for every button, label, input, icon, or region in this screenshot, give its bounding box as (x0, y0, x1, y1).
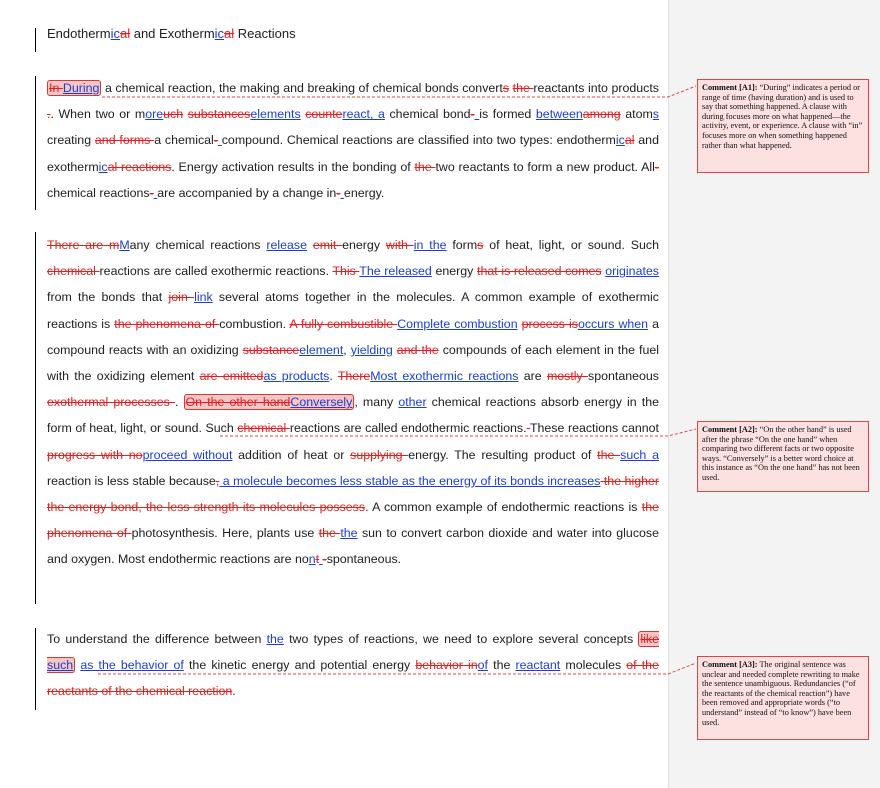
deleted-text: uch (163, 107, 184, 122)
text-run: atom (620, 107, 653, 122)
deleted-text: that is released comes (477, 264, 602, 279)
deleted-text: among (582, 107, 621, 122)
inserted-text: between (535, 107, 583, 122)
text-run: These reactions cannot (529, 421, 660, 436)
deleted-text: substance (242, 342, 300, 357)
deleted-text: - (213, 133, 218, 148)
inserted-text: ic (110, 26, 120, 41)
inserted-text: other (398, 395, 427, 410)
text-run: . When two or m (50, 107, 146, 122)
text-run: molecules (560, 658, 627, 673)
inserted-text: Most exothermic reactions (370, 369, 519, 384)
text-run: reactants into products (533, 81, 660, 95)
deleted-text: A fully combustible (289, 316, 398, 331)
text-run: reactions are called endothermic reactions. (289, 421, 527, 436)
text-run: , (343, 342, 351, 357)
comment-label: Comment [A1]: (702, 83, 758, 92)
text-run: compounds of each element in the fuel with the oxidizing element (47, 342, 659, 384)
inserted-text: M (119, 238, 130, 252)
inserted-text: The released (359, 264, 432, 279)
deleted-text: - (470, 107, 475, 122)
inserted-text: such a (620, 447, 659, 462)
deleted-text: the phenomena of (114, 316, 220, 331)
change-bar (35, 232, 36, 604)
inserted-text: the (266, 632, 284, 646)
inserted-text: element (299, 342, 344, 357)
text-run: are accompanied by a change in (157, 185, 337, 200)
inserted-text: in the (413, 238, 447, 252)
inserted-text: s (652, 107, 659, 122)
text-run: combustion. (219, 316, 290, 331)
deleted-text: There (337, 369, 371, 384)
change-bar (35, 28, 36, 52)
deleted-text: like (640, 632, 660, 646)
text-run: the kinetic energy and potential energy (183, 658, 416, 673)
change-bar (35, 76, 36, 210)
comment-a2[interactable] (697, 421, 869, 492)
inserted-text: ore (145, 107, 164, 122)
text-run: any chemical reactions (129, 238, 267, 252)
deleted-text: the (597, 447, 621, 462)
text-run: . (174, 395, 184, 410)
deleted-text: behavior in (415, 658, 478, 673)
deleted-text: the (318, 526, 341, 541)
inserted-text: as products (263, 369, 330, 384)
comment-text: “During” indicates a period or range of time (having duration) and is used to say that something happened. A clause with during focuses more on what happened—the activity, event, or experience. A clause with “in” focuses more on when something happened rather than what happened. (702, 83, 863, 150)
deleted-text: the (414, 159, 436, 174)
text-run: and Exotherm (130, 26, 215, 41)
deleted-text: mostly (546, 369, 589, 384)
deleted-text: are emitted (199, 369, 264, 384)
text-run: a chemical (154, 133, 214, 148)
inserted-text: elements (250, 107, 301, 122)
inserted-text: a molecule becomes less stable as the energy of its bonds increases (219, 473, 601, 488)
deleted-text: the higher the energy bond, the less strength its molecules possess (47, 473, 659, 515)
text-run: . A common example of endothermic reactions is (365, 500, 642, 515)
change-bar (35, 628, 36, 710)
deleted-text: al (224, 26, 235, 41)
deleted-text: substances (187, 107, 251, 122)
deleted-text: t (315, 552, 320, 567)
deleted-text: - (322, 552, 327, 567)
deleted-text: of the reactants of the chemical reaction (47, 658, 659, 699)
text-run: a chemical reaction, the making and breaking of chemical bonds convert (101, 81, 503, 95)
deleted-text: On the other hand (185, 395, 291, 410)
text-run: chemical bond (384, 107, 471, 122)
text-run: from the bonds that (47, 290, 169, 305)
inserted-text: proceed without (142, 447, 233, 462)
text-run: two reactants to form a new product. All (435, 159, 655, 174)
inserted-text: ic (98, 159, 108, 174)
deleted-text: chemical (47, 264, 100, 279)
text-run: chemical reactions (47, 185, 150, 200)
inserted-text: originates (605, 264, 659, 279)
comment-a1[interactable] (697, 79, 869, 173)
deleted-text: and the (396, 342, 439, 357)
inserted-text: ic (214, 26, 225, 41)
text-run: chemical reactions absorb energy in the form of heat, light, or sound. Such (47, 395, 659, 436)
deleted-text: process is (521, 316, 578, 331)
paragraph-1 (47, 75, 659, 206)
deleted-text: There are m (47, 238, 120, 252)
deleted-text: - (149, 185, 154, 200)
deleted-text: s (477, 238, 484, 252)
text-run: Endotherm (47, 26, 111, 41)
comment-text: “On the other hand” is used after the phrase “On the one hand” when comparing two different facts or two opposite ways. “Conversely” is a better word choice at this instance as “On the one hand” has not been used. (702, 425, 860, 482)
inserted-text: occurs when (577, 316, 649, 331)
document-title (47, 26, 296, 41)
inserted-text: of (477, 658, 488, 673)
text-run: the (488, 658, 516, 673)
inserted-text: the (340, 526, 358, 541)
inserted-text: Complete combustion (397, 316, 518, 331)
deleted-text: emit (312, 238, 343, 252)
deleted-text: This (332, 264, 360, 279)
inserted-text: Conversely (290, 395, 353, 410)
deleted-text: progress with no (47, 447, 143, 462)
inserted-text: link (194, 290, 213, 305)
text-run: energy (342, 238, 386, 252)
text-run: are (518, 369, 547, 384)
text-run: energy. The resulting product of (408, 447, 598, 462)
deleted-text: s (502, 81, 510, 95)
deleted-text: and forms (94, 133, 155, 148)
comment-label: Comment [A2]: (702, 425, 758, 434)
inserted-text: release (266, 238, 307, 252)
deleted-text: with (385, 238, 414, 252)
text-run: and exotherm (47, 133, 659, 174)
text-run: several atoms together in the molecules. A common example of exothermic reactions is (47, 290, 659, 331)
deleted-text: al (119, 26, 131, 41)
deleted-text: In (49, 81, 63, 95)
deleted-text: exothermal processes (47, 395, 175, 410)
text-run: photosynthesis. Here, plants use (131, 526, 319, 541)
deleted-text: . (47, 107, 51, 122)
text-run: energy (431, 264, 478, 279)
inserted-text: yielding (350, 342, 393, 357)
text-run: reaction is less stable because (47, 473, 216, 488)
inserted-text: n (308, 552, 316, 567)
text-run: addition of heat or (232, 447, 351, 462)
deleted-text: chemical (237, 421, 290, 436)
deleted-text: supplying (350, 447, 409, 462)
deleted-text: the phenomena of (47, 500, 659, 541)
paragraph-2 (47, 232, 659, 573)
inserted-text: During (62, 81, 100, 95)
text-run: is formed (479, 107, 536, 122)
text-run: . (329, 369, 338, 384)
text-run: , many (354, 395, 399, 410)
text-run: form (446, 238, 478, 252)
comment-label: Comment [A3]: (702, 660, 758, 669)
deleted-text: join (168, 290, 195, 305)
text-run: sun to convert carbon dioxide and water into glucose and oxygen. Most endothermic reactions are no (47, 526, 659, 567)
comment-anchor-a1[interactable] (47, 80, 101, 96)
text-run: spontaneous. (326, 552, 402, 567)
inserted-text: ic (615, 133, 625, 148)
text-run: creating (47, 133, 95, 148)
text-run: spontaneous (588, 369, 659, 384)
text-run: energy. (343, 185, 385, 200)
inserted-text: react, a (342, 107, 385, 122)
comment-text: The original sentence was unclear and needed complete rewriting to make the sentence unambiguous. Redundancies (“of the reactants of the chemical reaction”) have been removed and appropriate words (“to understand” instead of “to know”) have been used. (702, 660, 860, 727)
text-run: reactions are called exothermic reactions. (99, 264, 333, 279)
deleted-text: counte (305, 107, 343, 122)
paragraph-3 (47, 626, 659, 705)
text-run: To understand the difference between (47, 632, 267, 646)
text-run: of heat, light, or sound. Such (483, 238, 659, 252)
text-run: compound. Chemical reactions are classified into two types: endotherm (221, 133, 616, 148)
text-run: Reactions (234, 26, 296, 41)
text-run: two types of reactions, we need to explore several concepts (283, 632, 639, 646)
inserted-text: such (47, 658, 74, 673)
deleted-text: al (624, 133, 635, 148)
inserted-text: as the behavior of (80, 658, 184, 673)
deleted-text: - (654, 159, 659, 174)
comment-anchor-a2[interactable] (184, 394, 355, 410)
text-run: . (232, 684, 236, 699)
deleted-text: al reactions (107, 159, 172, 174)
inserted-text: reactant (515, 658, 561, 673)
comment-a3[interactable] (697, 656, 869, 740)
deleted-text: , (215, 473, 220, 488)
deleted-text: the (512, 81, 534, 95)
deleted-text: - (336, 185, 341, 200)
text-run: . Energy activation results in the bonding of (171, 159, 415, 174)
text-run: a compound reacts with an oxidizing (47, 316, 659, 357)
